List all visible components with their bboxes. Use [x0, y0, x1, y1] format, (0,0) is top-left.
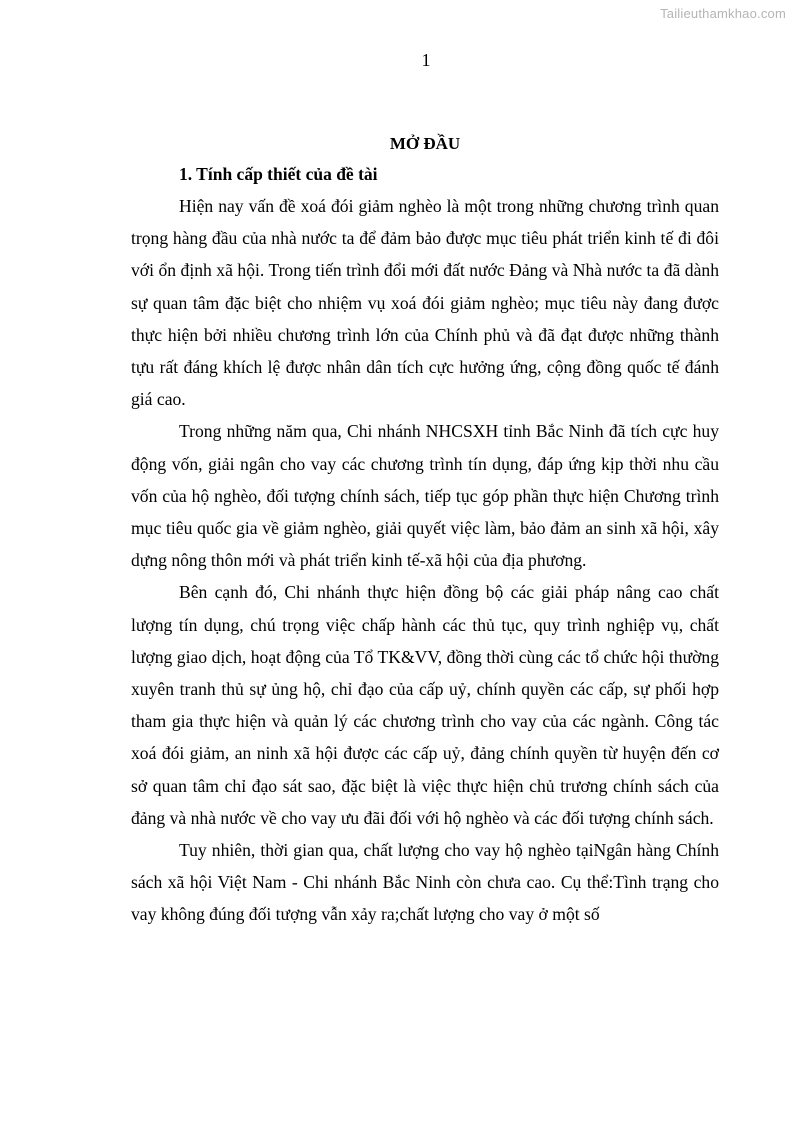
section-heading: 1. Tính cấp thiết của đề tài	[179, 164, 378, 184]
document-title: MỞ ĐẦU	[389, 134, 461, 153]
paragraph-1: Hiện nay vấn đề xoá đói giảm nghèo là một trong những chương trình quan trọng hàng đầu của nhà nước ta để đảm bảo được mục tiêu phát triển kinh tế đi đôi với ổn định xã hội. Trong tiến trình đổi mới đất nước Đảng và Nhà nước ta đã dành sự quan tâm đặc biệt cho nhiệm vụ xoá đói giảm nghèo; mục tiêu này đang được thực hiện bởi nhiều chương trình lớn của Chính phủ và đã đạt được những thành tựu rất đáng khích lệ được nhân dân tích cực hưởng ứng, cộng đồng quốc tế đánh giá cao.	[131, 196, 719, 410]
watermark-text: Tailieuthamkhao.com	[660, 6, 786, 21]
paragraph-2: Trong những năm qua, Chi nhánh NHCSXH tỉnh Bắc Ninh đã tích cực huy động vốn, giải ngân cho vay các chương trình tín dụng, đáp ứng kịp thời nhu cầu vốn của hộ nghèo, đối tượng chính sách, tiếp tục góp phần thực hiện Chương trình mục tiêu quốc gia về giảm nghèo, giải quyết việc làm, bảo đảm an sinh xã hội, xây dựng nông thôn mới và phát triển kinh tế-xã hội của địa phương.	[131, 421, 719, 571]
document-body	[131, 128, 719, 931]
page-number: 1	[421, 50, 431, 70]
paragraph-3: Bên cạnh đó, Chi nhánh thực hiện đồng bộ các giải pháp nâng cao chất lượng tín dụng, chú trọng việc chấp hành các thủ tục, quy trình nghiệp vụ, chất lượng giao dịch, hoạt động của Tổ TK&VV, đồng thời cùng các tổ chức hội thường xuyên tranh thủ sự ủng hộ, chỉ đạo của cấp uỷ, chính quyền các cấp, sự phối hợp tham gia thực hiện và quản lý các chương trình cho vay của các ngành. Công tác xoá đói giảm, an ninh xã hội được các cấp uỷ, đảng chính quyền từ huyện đến cơ sở quan tâm chỉ đạo sát sao, đặc biệt là việc thực hiện chủ trương chính sách của đảng và nhà nước về cho vay ưu đãi đối với hộ nghèo và các đối tượng chính sách.	[131, 582, 719, 828]
paragraph-4: Tuy nhiên, thời gian qua, chất lượng cho vay hộ nghèo tạiNgân hàng Chính sách xã hội Việt Nam - Chi nhánh Bắc Ninh còn chưa cao. Cụ thể:Tình trạng cho vay không đúng đối tượng vẫn xảy ra;chất lượng cho vay ở một số	[131, 840, 719, 925]
